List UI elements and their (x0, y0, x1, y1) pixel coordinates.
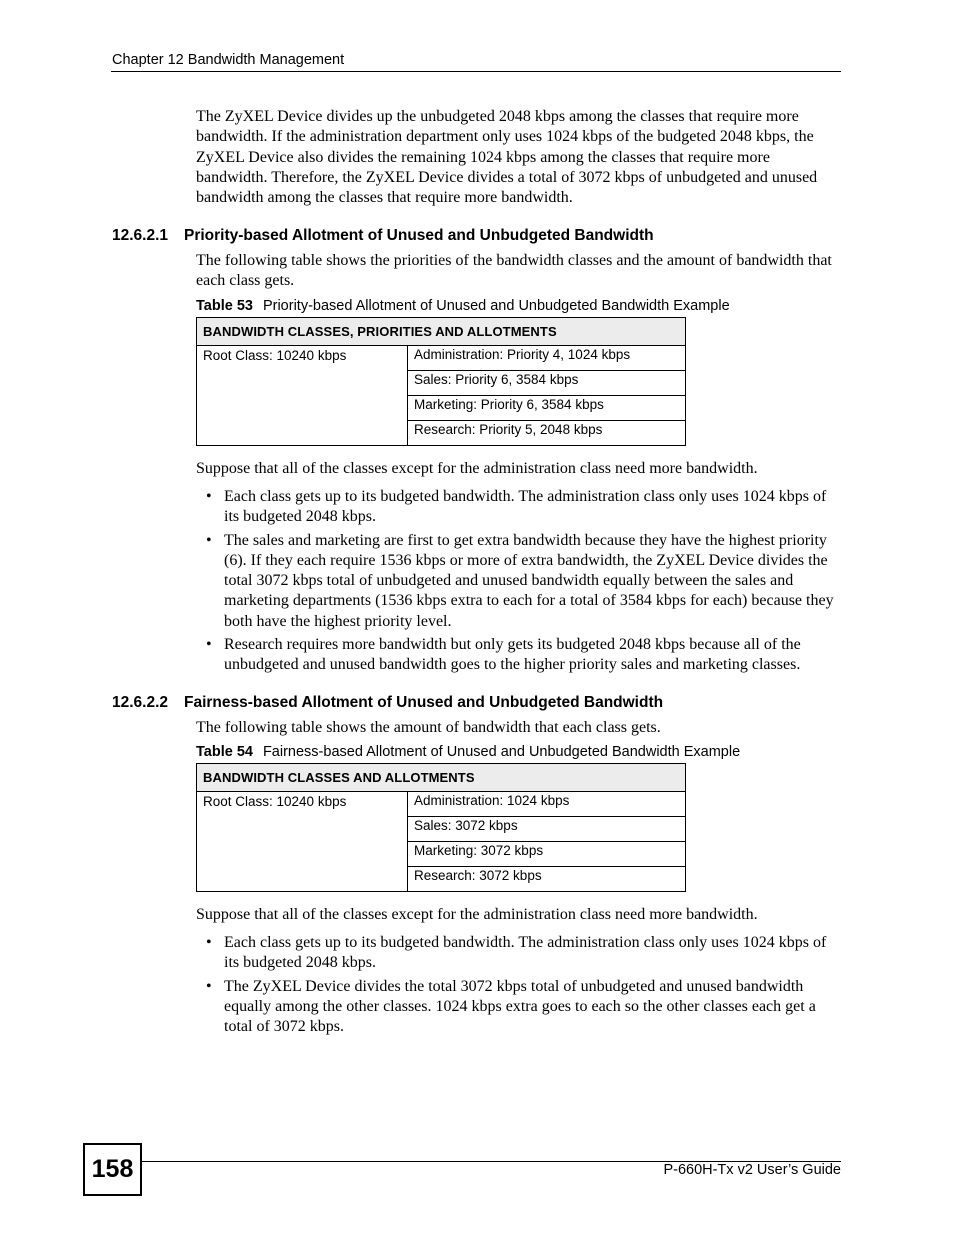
guide-title: P-660H-Tx v2 User’s Guide (663, 1162, 841, 1178)
section-title: Fairness-based Allotment of Unused and Unbudgeted Bandwidth (184, 694, 664, 711)
table-label: Table 53 (196, 298, 253, 314)
list-item-text: The ZyXEL Device divides the total 3072 kbps total of unbudgeted and unused bandwidth equally among the other classes. 1024 kbps extra goes to each so the other classes each get a total of 3072 kbps. (224, 977, 816, 1036)
table-label: Table 54 (196, 744, 253, 760)
header-divider (111, 71, 841, 72)
class-allotment-cell: Administration: 1024 kbps (408, 792, 686, 817)
bullet-icon: • (206, 636, 212, 654)
table-header: BANDWIDTH CLASSES, PRIORITIES AND ALLOTMENTS (197, 318, 686, 346)
suppose-paragraph: Suppose that all of the classes except for the administration class need more bandwidth. (196, 460, 758, 477)
section-number: 12.6.2.2 (112, 694, 169, 711)
table-caption (196, 744, 740, 760)
table-row (197, 346, 686, 371)
list-item (196, 977, 844, 1038)
list-item-text: Each class gets up to its budgeted bandwidth. The administration class only uses 1024 kbps of its budgeted 2048 kbps. (224, 488, 827, 526)
root-class-cell: Root Class: 10240 kbps (197, 346, 408, 446)
intro-paragraph: The ZyXEL Device divides up the unbudgeted 2048 kbps among the classes that require more bandwidth. If the administration department only uses 1024 kbps of the budgeted 2048 kbps, the ZyXEL Device also divides the remaining 1024 kbps among the classes that require more bandwidth. Therefore, the ZyXEL Device divides a total of 3072 kbps of unbudgeted and unused bandwidth among the classes that require more bandwidth. (196, 108, 818, 207)
table-caption-text: Fairness-based Allotment of Unused and Unbudgeted Bandwidth Example (262, 744, 741, 760)
table-header: BANDWIDTH CLASSES AND ALLOTMENTS (197, 764, 686, 792)
class-allotment-cell: Sales: 3072 kbps (408, 817, 686, 842)
section-intro-paragraph: The following table shows the priorities of the bandwidth classes and the amount of bandwidth that each class gets. (196, 252, 832, 290)
list-item (196, 933, 844, 974)
class-allotment-cell: Sales: Priority 6, 3584 kbps (408, 371, 686, 396)
list-item (196, 487, 844, 528)
section-title: Priority-based Allotment of Unused and Unbudgeted Bandwidth (184, 227, 654, 244)
chapter-header: Chapter 12 Bandwidth Management (112, 52, 345, 68)
list-item-text: Each class gets up to its budgeted bandwidth. The administration class only uses 1024 kbps of its budgeted 2048 kbps. (224, 934, 827, 972)
table-row (197, 792, 686, 817)
suppose-paragraph: Suppose that all of the classes except for the administration class need more bandwidth. (196, 906, 758, 923)
table-caption-text: Priority-based Allotment of Unused and Unbudgeted Bandwidth Example (262, 298, 730, 314)
section-number: 12.6.2.1 (112, 227, 169, 244)
priority-allotment-table (196, 317, 686, 446)
section-intro-paragraph: The following table shows the amount of bandwidth that each class gets. (196, 719, 661, 736)
class-allotment-cell: Research: 3072 kbps (408, 867, 686, 892)
bullet-list (196, 933, 844, 1040)
list-item-text: Research requires more bandwidth but only gets its budgeted 2048 kbps because all of the unbudgeted and unused bandwidth goes to the higher priority sales and marketing classes. (224, 636, 801, 674)
table-caption (196, 298, 730, 314)
root-class-cell: Root Class: 10240 kbps (197, 792, 408, 892)
class-allotment-cell: Marketing: Priority 6, 3584 kbps (408, 396, 686, 421)
section-heading-priority (112, 227, 654, 245)
bullet-icon: • (206, 531, 212, 549)
page-number: 158 (83, 1143, 142, 1196)
bullet-list (196, 487, 844, 679)
class-allotment-cell: Marketing: 3072 kbps (408, 842, 686, 867)
list-item (196, 531, 844, 632)
fairness-allotment-table (196, 763, 686, 892)
bullet-icon: • (206, 488, 212, 505)
class-allotment-cell: Administration: Priority 4, 1024 kbps (408, 346, 686, 371)
list-item-text: The sales and marketing are first to get extra bandwidth because they have the highest priority (6). If they each require 1536 kbps or more of extra bandwidth, the ZyXEL Device divides the total 3072 kbps total of unbudgeted and unused bandwidth equally between the sales and marketing departments (1536 kbps extra to each for a total of 3584 kbps for each) because they both have the highest priority level. (224, 531, 834, 630)
list-item (196, 635, 844, 676)
bullet-icon: • (206, 977, 212, 995)
bullet-icon: • (206, 934, 212, 951)
class-allotment-cell: Research: Priority 5, 2048 kbps (408, 421, 686, 446)
section-heading-fairness (112, 694, 663, 712)
